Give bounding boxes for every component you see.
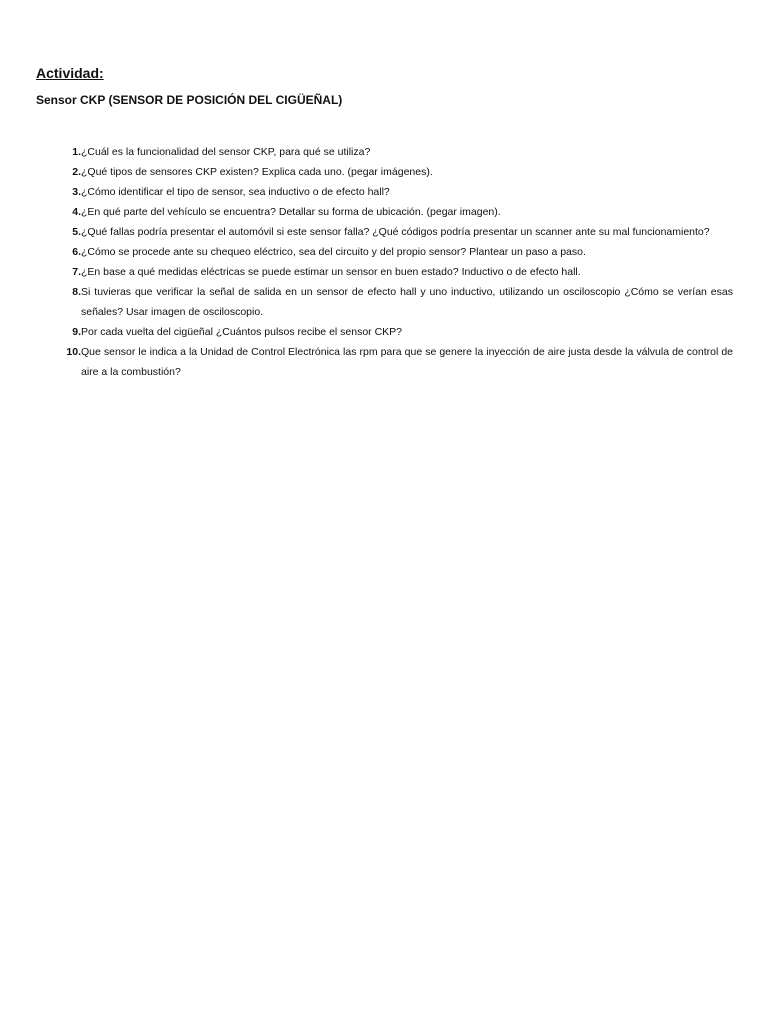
document-subtitle: Sensor CKP (SENSOR DE POSICIÓN DEL CIGÜEÑAL) xyxy=(36,93,343,107)
question-list xyxy=(36,142,733,382)
question-number: 10. xyxy=(66,346,81,358)
question-number: 5. xyxy=(72,226,81,238)
question-text: Por cada vuelta del cigüeñal ¿Cuántos pulsos recibe el sensor CKP? xyxy=(81,326,403,338)
question-number: 3. xyxy=(72,186,81,198)
question-item xyxy=(36,222,733,242)
question-text: ¿Cuál es la funcionalidad del sensor CKP, para qué se utiliza? xyxy=(81,146,371,158)
question-text: Si tuvieras que verificar la señal de salida en un sensor de efecto hall y uno inductivo, utilizando un osciloscopio ¿Cómo se verían esas señales? Usar imagen de osciloscopio. xyxy=(81,286,733,318)
question-item xyxy=(36,262,733,282)
question-number: 6. xyxy=(72,246,81,258)
question-item xyxy=(36,282,733,322)
question-number: 8. xyxy=(72,286,81,298)
activity-heading: Actividad: xyxy=(36,65,104,81)
question-text: ¿En qué parte del vehículo se encuentra? Detallar su forma de ubicación. (pegar imagen). xyxy=(81,206,501,218)
question-item xyxy=(36,162,733,182)
question-item xyxy=(36,182,733,202)
question-text: ¿Qué fallas podría presentar el automóvil si este sensor falla? ¿Qué códigos podría presentar un scanner ante su mal funcionamiento? xyxy=(81,226,710,238)
question-number: 4. xyxy=(72,206,81,218)
question-text: ¿Qué tipos de sensores CKP existen? Explica cada uno. (pegar imágenes). xyxy=(81,166,433,178)
question-item xyxy=(36,242,733,262)
question-text: ¿En base a qué medidas eléctricas se puede estimar un sensor en buen estado? Inductivo o de efecto hall. xyxy=(81,266,581,278)
question-item xyxy=(36,142,733,162)
question-item xyxy=(36,322,733,342)
question-text: ¿Cómo identificar el tipo de sensor, sea inductivo o de efecto hall? xyxy=(81,186,390,198)
question-number: 1. xyxy=(72,146,81,158)
question-text: ¿Cómo se procede ante su chequeo eléctrico, sea del circuito y del propio sensor? Plantear un paso a paso. xyxy=(81,246,586,258)
question-text: Que sensor le indica a la Unidad de Control Electrónica las rpm para que se genere la inyección de aire justa desde la válvula de control de aire a la combustión? xyxy=(81,346,733,378)
question-item xyxy=(36,202,733,222)
question-number: 2. xyxy=(72,166,81,178)
question-number: 9. xyxy=(72,326,81,338)
question-item xyxy=(36,342,733,382)
question-number: 7. xyxy=(72,266,81,278)
